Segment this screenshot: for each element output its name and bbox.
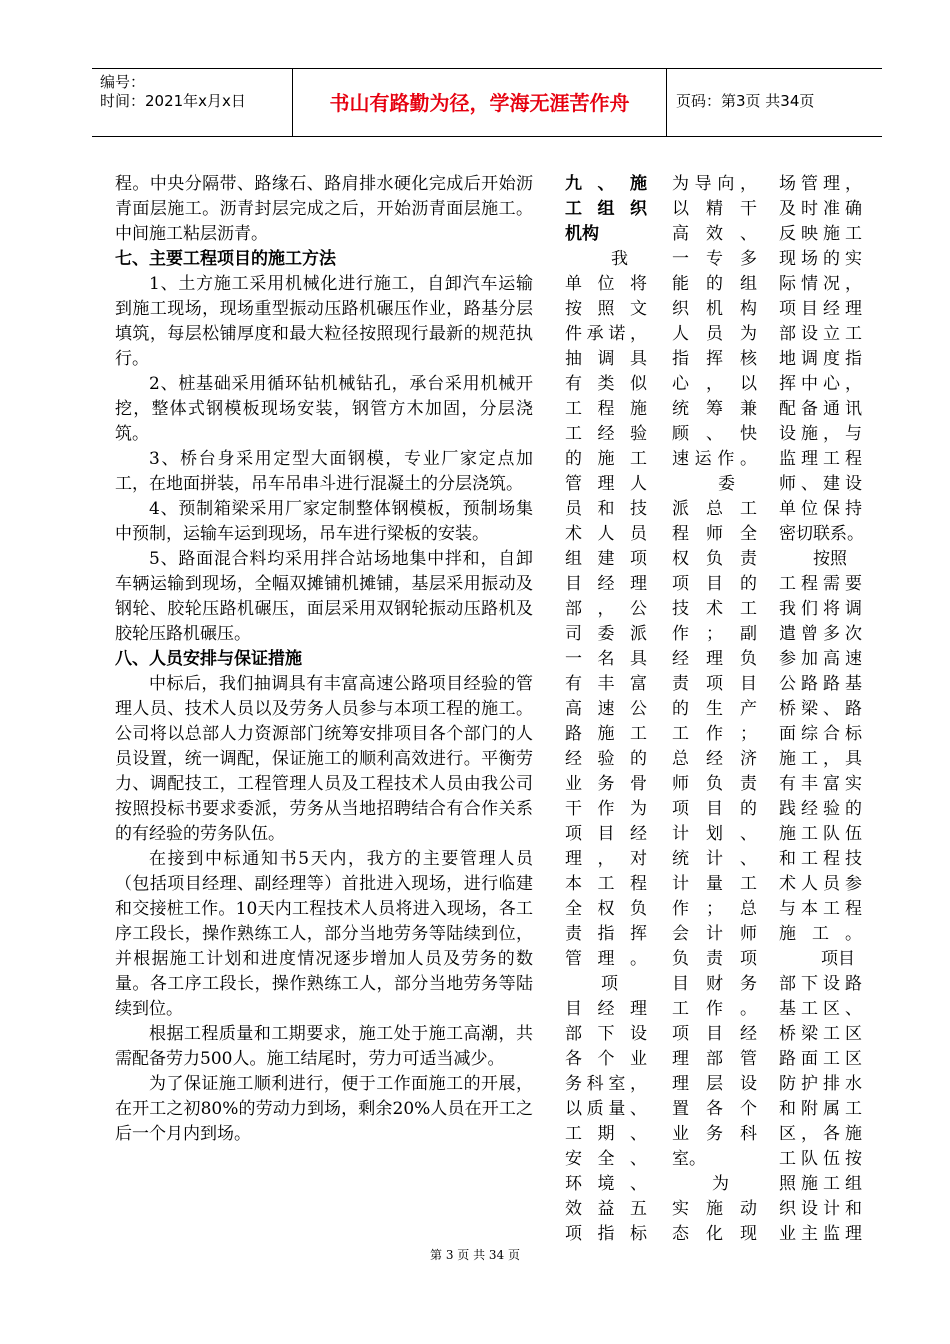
column-line: 为 bbox=[712, 1174, 729, 1194]
column-line: 路 面 工 区 bbox=[779, 1049, 862, 1069]
column-line: 业 主 监 理 bbox=[779, 1224, 862, 1244]
narrow-column-a bbox=[565, 172, 647, 1247]
column-line: 管 理 。 bbox=[565, 949, 647, 969]
column-line: 有 丰 富 bbox=[565, 674, 647, 694]
column-line: 指 挥 核 bbox=[672, 349, 757, 369]
column-line: 为 导 向 ， bbox=[672, 174, 757, 194]
column-line: 设 施 ， 与 bbox=[779, 424, 862, 444]
column-line: 司 委 派 bbox=[565, 624, 647, 644]
column-line: 高 速 公 bbox=[565, 699, 647, 719]
column-line: 责 项 目 bbox=[672, 674, 757, 694]
column-line: 师 、 建 设 bbox=[779, 474, 862, 494]
column-line: 全 权 负 bbox=[565, 899, 647, 919]
column-line: 计 划 、 bbox=[672, 824, 757, 844]
column-line: 项 指 标 bbox=[565, 1224, 647, 1244]
column-line: 部 下 设 bbox=[565, 1024, 647, 1044]
paragraph: 为了保证施工顺利进行，便于工作面施工的开展，在开工之初80%的劳动力到场，剩余20%人员在开工之后一个月内到场。 bbox=[115, 1074, 533, 1144]
column-line: 业 务 科 bbox=[672, 1124, 757, 1144]
column-line: 术 人 员 bbox=[565, 524, 647, 544]
column-line: 路 施 工 bbox=[565, 724, 647, 744]
column-line: 项 目 的 bbox=[672, 574, 757, 594]
paragraph: 根据工程质量和工期要求，施工处于施工高潮，共需配备劳力500人。施工结尾时，劳力可适当减少。 bbox=[115, 1024, 533, 1069]
column-line: 会 计 师 bbox=[672, 924, 757, 944]
column-line: 本 工 程 bbox=[565, 874, 647, 894]
column-line: 项目 bbox=[821, 949, 855, 969]
column-line: 九 、 施 bbox=[565, 174, 647, 194]
column-line: 以 精 干 bbox=[672, 199, 757, 219]
column-line: 织 设 计 和 bbox=[779, 1199, 862, 1219]
column-line: 技 术 工 bbox=[672, 599, 757, 619]
column-line: 部 下 设 路 bbox=[779, 974, 862, 994]
header-page-cell bbox=[666, 69, 882, 136]
column-line: 业 务 骨 bbox=[565, 774, 647, 794]
column-line: 的 生 产 bbox=[672, 699, 757, 719]
column-line: 目 经 理 bbox=[565, 999, 647, 1019]
column-line: 项 bbox=[601, 974, 618, 994]
column-line: 效 益 五 bbox=[565, 1199, 647, 1219]
column-line: 工 组 织 bbox=[565, 199, 647, 219]
paragraph: 在接到中标通知书5天内，我方的主要管理人员（包括项目经理、副经理等）首批进入现场，进行临建和交接桩工作。10天内工程技术人员将进入现场，各工序工段长，操作熟练工人，部分当地劳务等陆续到位，并根据施工计划和进度情况逐步增加人员及劳务的数量。各工序工段长，操作熟练工人，部分当地劳务等陆续到位。 bbox=[115, 849, 533, 1019]
column-line: 顾 、 快 bbox=[672, 424, 757, 444]
column-line: 干 作 为 bbox=[565, 799, 647, 819]
column-line: 一 专 多 bbox=[672, 249, 757, 269]
column-line: 项 目 的 bbox=[672, 799, 757, 819]
column-line: 基 工 区 、 bbox=[779, 999, 862, 1019]
column-line: 计 量 工 bbox=[672, 874, 757, 894]
column-line: 我 们 将 调 bbox=[779, 599, 862, 619]
document-time-label: 时间：2021年x月x日 bbox=[100, 92, 246, 110]
column-line: 员 和 技 bbox=[565, 499, 647, 519]
column-line: 总 经 济 bbox=[672, 749, 757, 769]
page-header bbox=[92, 68, 882, 137]
column-line: 项 目 经 理 bbox=[779, 299, 862, 319]
narrow-column-b bbox=[672, 172, 757, 1247]
column-line: 委 bbox=[718, 474, 735, 494]
paragraph: 4、预制箱梁采用厂家定制整体钢模板，预制场集中预制，运输车运到现场，吊车进行梁板的安装。 bbox=[115, 499, 533, 544]
column-line: 配 备 通 讯 bbox=[779, 399, 862, 419]
column-line: 工 经 验 bbox=[565, 424, 647, 444]
column-line: 心 ， 以 bbox=[672, 374, 757, 394]
column-line: 统 筹 兼 bbox=[672, 399, 757, 419]
column-line: 按照 bbox=[813, 549, 847, 569]
column-line: 安 全 、 bbox=[565, 1149, 647, 1169]
column-line: 照 施 工 组 bbox=[779, 1174, 862, 1194]
header-motto-cell bbox=[292, 69, 667, 136]
paragraph: 5、路面混合料均采用拌合站场地集中拌和，自卸车辆运输到现场，全幅双摊铺机摊铺，基层采用振动及钢轮、胶轮压路机碾压，面层采用双钢轮振动压路机及胶轮压路机碾压。 bbox=[115, 549, 533, 644]
column-line: 抽 调 具 bbox=[565, 349, 647, 369]
main-text-column bbox=[115, 172, 533, 1147]
column-line: 务 科 室 ， bbox=[565, 1074, 647, 1094]
column-line: 施 工 ， 具 bbox=[779, 749, 862, 769]
column-line: 施 工 。 bbox=[779, 924, 862, 944]
column-line: 有 丰 富 实 bbox=[779, 774, 862, 794]
column-line: 单 位 保 持 bbox=[779, 499, 862, 519]
column-line: 项 目 经 bbox=[672, 1024, 757, 1044]
column-line: 面 综 合 标 bbox=[779, 724, 862, 744]
column-line: 工 期 、 bbox=[565, 1124, 647, 1144]
column-line: 高 效 、 bbox=[672, 224, 757, 244]
column-line: 区 ， 各 施 bbox=[779, 1124, 862, 1144]
column-line: 理 部 管 bbox=[672, 1049, 757, 1069]
column-line: 环 境 、 bbox=[565, 1174, 647, 1194]
column-line: 目 经 理 bbox=[565, 574, 647, 594]
column-line: 师 负 责 bbox=[672, 774, 757, 794]
column-line: 场 管 理 ， bbox=[779, 174, 862, 194]
column-line: 密切联系。 bbox=[779, 524, 864, 544]
column-line: 件 承 诺 ， bbox=[565, 324, 647, 344]
column-line: 单 位 将 bbox=[565, 274, 647, 294]
column-line: 部 设 立 工 bbox=[779, 324, 862, 344]
column-line: 及 时 准 确 bbox=[779, 199, 862, 219]
page-number-label: 页码：第3页 共34页 bbox=[676, 92, 815, 110]
column-line: 有 类 似 bbox=[565, 374, 647, 394]
column-line: 各 个 业 bbox=[565, 1049, 647, 1069]
page-footer: 第 3 页 共 34 页 bbox=[430, 1248, 520, 1262]
paragraph: 2、桩基础采用循环钻机械钻孔，承台采用机械开挖，整体式钢模板现场安装，钢管方木加固，分层浇筑。 bbox=[115, 374, 533, 444]
column-line: 理 ， 对 bbox=[565, 849, 647, 869]
column-line: 现 场 的 实 bbox=[779, 249, 862, 269]
column-line: 一 名 具 bbox=[565, 649, 647, 669]
column-line: 监 理 工 程 bbox=[779, 449, 862, 469]
column-line: 按 照 文 bbox=[565, 299, 647, 319]
paragraph: 中标后，我们抽调具有丰富高速公路项目经验的管理人员、技术人员以及劳务人员参与本项工程的施工。公司将以总部人力资源部门统筹安排项目各个部门的人员设置，统一调配，保证施工的顺利高效进行。平衡劳力、调配技工，工程管理人员及工程技术人员由我公司按照投标书要求委派，劳务从当地招聘结合有合作关系的有经验的劳务队伍。 bbox=[115, 674, 533, 844]
section-heading-7: 七、主要工程项目的施工方法 bbox=[115, 249, 336, 269]
column-line: 经 验 的 bbox=[565, 749, 647, 769]
column-line: 管 理 人 bbox=[565, 474, 647, 494]
column-line: 的 施 工 bbox=[565, 449, 647, 469]
paragraph: 3、桥台身采用定型大面钢模，专业厂家定点加工，在地面拼装，吊车吊串斗进行混凝土的分层浇筑。 bbox=[115, 449, 533, 494]
column-line: 桥 梁 工 区 bbox=[779, 1024, 862, 1044]
column-line: 工 作 ； bbox=[672, 724, 757, 744]
column-line: 程 师 全 bbox=[672, 524, 757, 544]
column-line: 权 负 责 bbox=[672, 549, 757, 569]
document-number-label: 编号： bbox=[100, 73, 146, 91]
column-line: 目 财 务 bbox=[672, 974, 757, 994]
column-line: 织 机 构 bbox=[672, 299, 757, 319]
column-line: 我 bbox=[611, 249, 628, 269]
column-line: 参 加 高 速 bbox=[779, 649, 862, 669]
column-line: 和 工 程 技 bbox=[779, 849, 862, 869]
column-line: 派 总 工 bbox=[672, 499, 757, 519]
column-line: 室。 bbox=[672, 1149, 706, 1169]
column-line: 工 程 需 要 bbox=[779, 574, 862, 594]
column-line: 桥 梁 、 路 bbox=[779, 699, 862, 719]
column-line: 置 各 个 bbox=[672, 1099, 757, 1119]
column-line: 以 质 量 、 bbox=[565, 1099, 647, 1119]
column-line: 公 路 路 基 bbox=[779, 674, 862, 694]
column-line: 工 作 。 bbox=[672, 999, 757, 1019]
column-line: 施 工 队 伍 bbox=[779, 824, 862, 844]
narrow-column-c bbox=[779, 172, 862, 1247]
header-meta-cell bbox=[92, 69, 292, 136]
column-line: 部 ， 公 bbox=[565, 599, 647, 619]
header-motto: 书山有路勤为径，学海无涯苦作舟 bbox=[329, 91, 630, 115]
column-line: 经 理 负 bbox=[672, 649, 757, 669]
column-line: 机构 bbox=[565, 224, 599, 244]
column-line: 态 化 现 bbox=[672, 1224, 757, 1244]
column-line: 地 调 度 指 bbox=[779, 349, 862, 369]
column-line: 实 施 动 bbox=[672, 1199, 757, 1219]
column-line: 防 护 排 水 bbox=[779, 1074, 862, 1094]
column-line: 责 指 挥 bbox=[565, 924, 647, 944]
column-line: 和 附 属 工 bbox=[779, 1099, 862, 1119]
column-line: 工 队 伍 按 bbox=[779, 1149, 862, 1169]
column-line: 统 计 、 bbox=[672, 849, 757, 869]
column-line: 工 程 施 bbox=[565, 399, 647, 419]
column-line: 与 本 工 程 bbox=[779, 899, 862, 919]
paragraph: 1、土方施工采用机械化进行施工，自卸汽车运输到施工现场，现场重型振动压路机碾压作业，路基分层填筑，每层松铺厚度和最大粒径按照现行最新的规范执行。 bbox=[115, 274, 533, 369]
section-heading-8: 八、人员安排与保证措施 bbox=[115, 649, 302, 669]
column-line: 理 层 设 bbox=[672, 1074, 757, 1094]
column-line: 作 ； 总 bbox=[672, 899, 757, 919]
column-line: 项 目 经 bbox=[565, 824, 647, 844]
column-line: 能 的 组 bbox=[672, 274, 757, 294]
column-line: 组 建 项 bbox=[565, 549, 647, 569]
column-line: 遣 曾 多 次 bbox=[779, 624, 862, 644]
paragraph: 程。中央分隔带、路缘石、路肩排水硬化完成后开始沥青面层施工。沥青封层完成之后，开始沥青面层施工。中间施工粘层沥青。 bbox=[115, 174, 533, 244]
column-line: 挥 中 心 ， bbox=[779, 374, 862, 394]
column-line: 速 运 作 。 bbox=[672, 449, 757, 469]
column-line: 践 经 验 的 bbox=[779, 799, 862, 819]
column-line: 作 ； 副 bbox=[672, 624, 757, 644]
column-line: 术 人 员 参 bbox=[779, 874, 862, 894]
column-line: 负 责 项 bbox=[672, 949, 757, 969]
column-line: 际 情 况 ， bbox=[779, 274, 862, 294]
column-line: 反 映 施 工 bbox=[779, 224, 862, 244]
column-line: 人 员 为 bbox=[672, 324, 757, 344]
